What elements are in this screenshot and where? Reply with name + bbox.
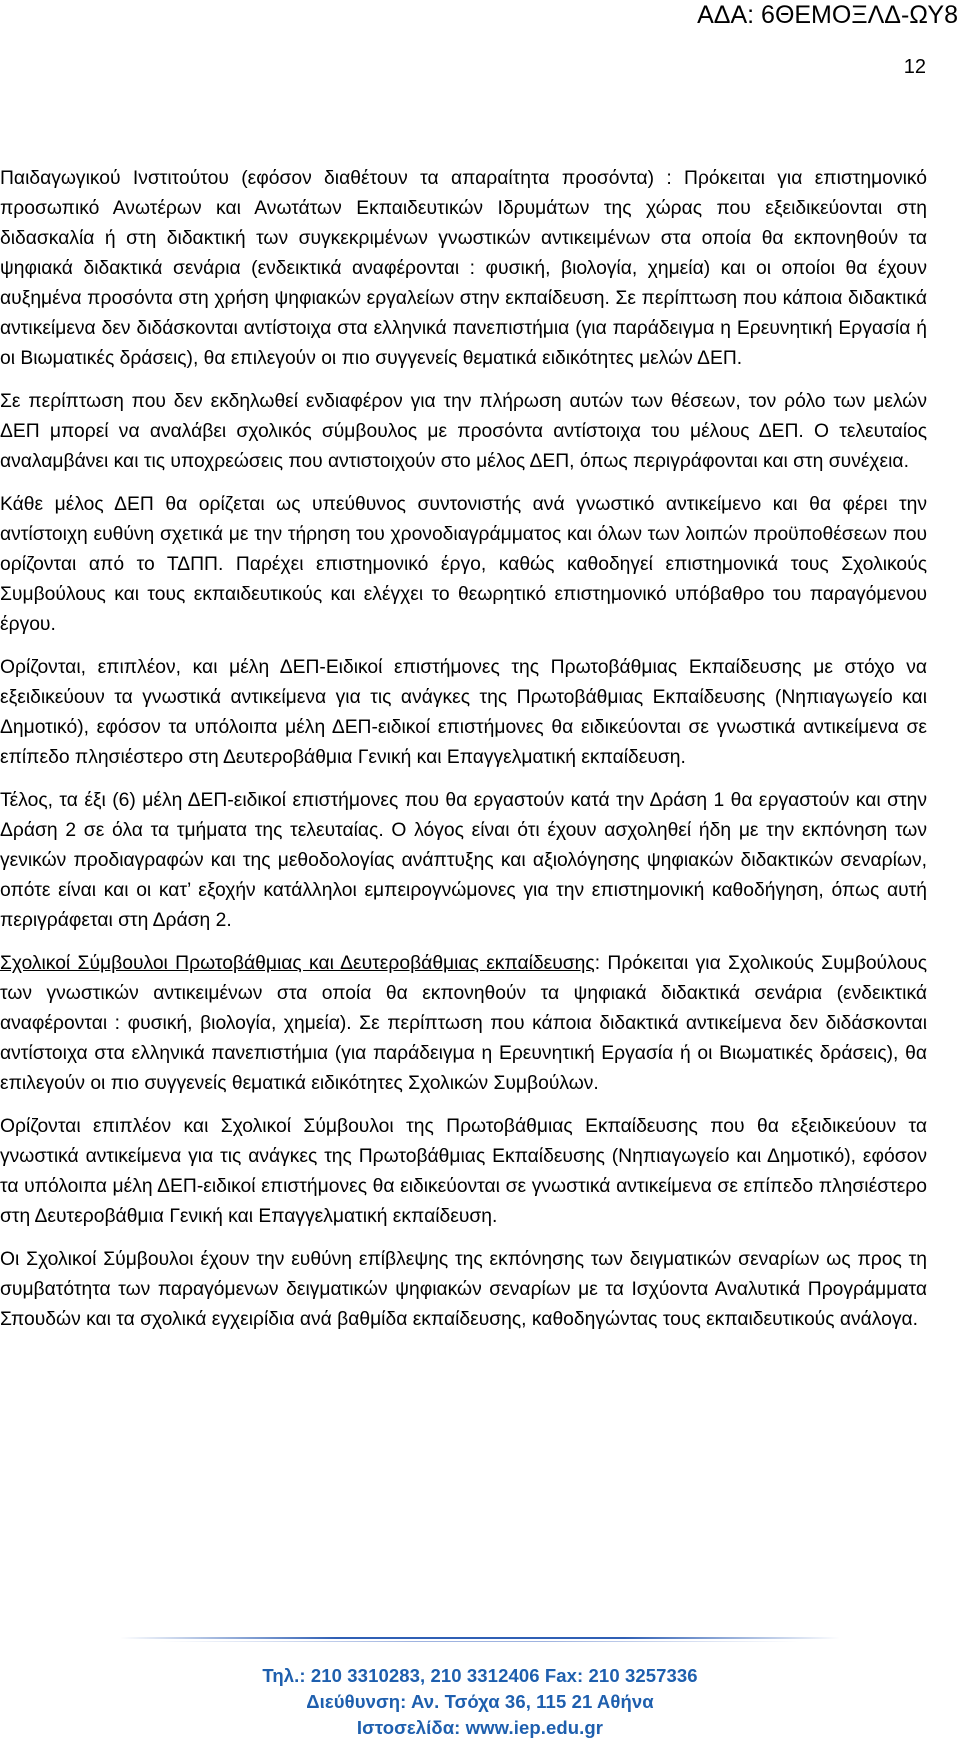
ada-code: ΑΔΑ: 6ΘΕΜΟΞΛΔ-ΩΥ8 (697, 1, 958, 29)
paragraph-text: Τέλος, τα έξι (6) μέλη ΔΕΠ-ειδικοί επιστήμονες που θα εργαστούν κατά την Δράση 1 θα εργαστούν και στην Δράση 2 σε όλα τα τμήματα της τελευταίας. Ο λόγος είναι ότι έχουν ασχοληθεί ήδη με την εκπόνηση των γενικών προδιαγραφών και της μεθοδολογίας ανάπτυξης και αξιολόγησης ψηφιακών διδακτικών σεναρίων, οπότε είναι και οι κατ’ εξοχήν κατάλληλοι εμπειρογνώμονες για την επιστημονική καθοδήγηση, όπως αυτή περιγράφεται στη Δράση 2. (0, 790, 927, 931)
paragraph-5 (0, 786, 927, 936)
footer-website-line: Ιστοσελίδα: www.iep.edu.gr (356, 1717, 604, 1738)
paragraph-1 (0, 164, 927, 374)
paragraph-6 (0, 949, 927, 1099)
paragraph-4 (0, 653, 927, 773)
footer-phone-line: Τηλ.: 210 3310283, 210 3312406 Fax: 210 3257336 (262, 1665, 698, 1686)
paragraph-8 (0, 1245, 927, 1335)
paragraph-text: Κάθε μέλος ΔΕΠ θα ορίζεται ως υπεύθυνος συντονιστής ανά γνωστικό αντικείμενο και θα φέρει την αντίστοιχη ευθύνη σχετικά με την τήρηση του χρονοδιαγράμματος και όλων των λοιπών προϋποθέσεων που ορίζονται από το ΤΔΠΠ. Παρέχει επιστημονικό έργο, καθώς καθοδηγεί επιστημονικά τους Σχολικούς Συμβούλους και τους εκπαιδευτικούς και ελέγχει το θεωρητικό επιστημονικό υπόβαθρο του παραγόμενου έργου. (0, 494, 927, 635)
paragraph-3 (0, 490, 927, 640)
paragraph-text: Οι Σχολικοί Σύμβουλοι έχουν την ευθύνη επίβλεψης της εκπόνησης των δειγματικών σεναρίων ως προς τη συμβατότητα των παραγόμενων δειγματικών ψηφιακών σεναρίων με τα Ισχύοντα Αναλυτικά Προγράμματα Σπουδών και τα σχολικά εγχειρίδια ανά βαθμίδα εκπαίδευσης, καθοδηγώντας τους εκπαιδευτικούς ανάλογα. (0, 1249, 927, 1330)
footer-divider-shadow (160, 1641, 800, 1642)
paragraph-text: Παιδαγωγικού Ινστιτούτου (εφόσον διαθέτουν τα απαραίτητα προσόντα) : Πρόκειται για επιστημονικό προσωπικό Ανωτέρων και Ανωτάτων Εκπαιδευτικών Ιδρυμάτων της χώρας που εξειδικεύονται στη διδασκαλία ή στη διδακτική των συγκεκριμένων γνωστικών αντικειμένων στα οποία θα εκπονηθούν τα ψηφιακά διδακτικά σενάρια (ενδεικτικά αναφέρονται : φυσική, βιολογία, χημεία) και οι οποίοι θα έχουν αυξημένα προσόντα στη χρήση ψηφιακών εργαλείων στην εκπαίδευση. Σε περίπτωση που κάποια διδακτικά αντικείμενα δεν διδάσκονται αντίστοιχα στα ελληνικά πανεπιστήμια (για παράδειγμα η Ερευνητική Εργασία ή οι Βιωματικές δράσεις), θα επιλεγούν οι πιο συγγενείς θεματικά ειδικότητες μελών ΔΕΠ. (0, 168, 927, 369)
paragraph-7 (0, 1112, 927, 1232)
document-body (0, 164, 927, 1348)
paragraph-text: Σε περίπτωση που δεν εκδηλωθεί ενδιαφέρον για την πλήρωση αυτών των θέσεων, τον ρόλο των μελών ΔΕΠ μπορεί να αναλάβει σχολικός σύμβουλος με προσόντα αντίστοιχα του μέλους ΔΕΠ. Ο τελευταίος αναλαμβάνει και τις υποχρεώσεις που αντιστοιχούν στο μέλος ΔΕΠ, όπως περιγράφονται και στη συνέχεια. (0, 391, 927, 472)
paragraph-text: : Πρόκειται για Σχολικούς Συμβούλους των γνωστικών αντικειμένων στα οποία θα εκπονηθούν τα ψηφιακά διδακτικά σενάρια (ενδεικτικά αναφέρονται : φυσική, βιολογία, χημεία). Σε περίπτωση που κάποια διδακτικά αντικείμενα δεν διδάσκονται αντίστοιχα στα ελληνικά πανεπιστήμια (για παράδειγμα η Ερευνητική Εργασία ή οι Βιωματικές δράσεις), θα επιλεγούν οι πιο συγγενείς θεματικά ειδικότητες Σχολικών Συμβούλων. (0, 953, 927, 1094)
paragraph-text: Ορίζονται, επιπλέον, και μέλη ΔΕΠ-Ειδικοί επιστήμονες της Πρωτοβάθμιας Εκπαίδευσης με στόχο να εξειδικεύουν τα γνωστικά αντικείμενα για τις ανάγκες της Πρωτοβάθμιας Εκπαίδευσης (Νηπιαγωγείο και Δημοτικό), εφόσον τα υπόλοιπα μέλη ΔΕΠ-ειδικοί επιστήμονες θα ειδικεύονται σε γνωστικά αντικείμενα σε επίπεδο πλησιέστερο στη Δευτεροβάθμια Γενική και Επαγγελματική εκπαίδευση. (0, 657, 927, 768)
page-number: 12 (903, 56, 926, 78)
footer-contact (0, 1663, 960, 1741)
footer-divider (120, 1637, 840, 1639)
paragraph-text: Ορίζονται επιπλέον και Σχολικοί Σύμβουλοι της Πρωτοβάθμιας Εκπαίδευσης που θα εξειδικεύουν τα γνωστικά αντικείμενα για τις ανάγκες της Πρωτοβάθμιας Εκπαίδευσης (Νηπιαγωγείο και Δημοτικό), εφόσον τα υπόλοιπα μέλη ΔΕΠ-ειδικοί επιστήμονες θα ειδικεύονται σε γνωστικά αντικείμενα σε επίπεδο πλησιέστερο στη Δευτεροβάθμια Γενική και Επαγγελματική εκπαίδευση. (0, 1116, 927, 1227)
section-heading-school-advisors: Σχολικοί Σύμβουλοι Πρωτοβάθμιας και Δευτεροβάθμιας εκπαίδευσης (0, 953, 595, 974)
footer-address-line: Διεύθυνση: Αν. Τσόχα 36, 115 21 Αθήνα (306, 1691, 654, 1712)
paragraph-2 (0, 387, 927, 477)
